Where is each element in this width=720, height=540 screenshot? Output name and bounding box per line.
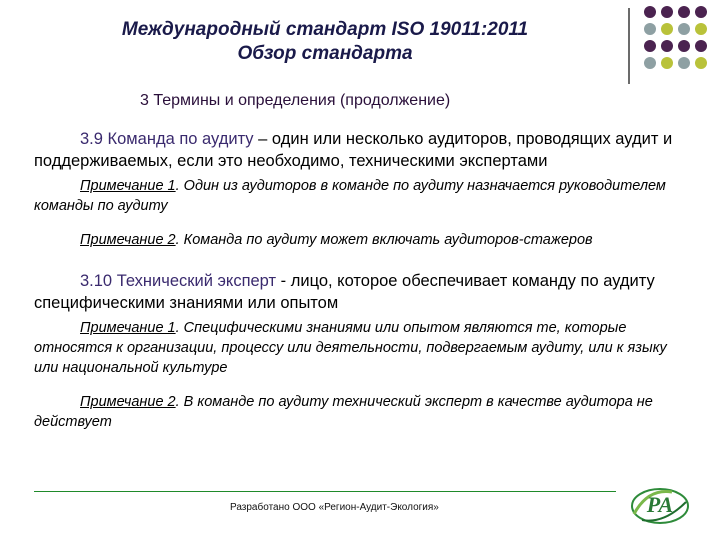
note-text: . Команда по аудиту может включать аудиторов-стажеров	[175, 232, 593, 248]
title-line-1: Международный стандарт ISO 19011:2011	[121, 19, 529, 40]
company-logo	[628, 480, 692, 528]
decorative-dot	[661, 6, 673, 18]
definition-3-10	[34, 270, 674, 314]
decorative-dot	[661, 23, 673, 35]
footer-divider	[34, 491, 616, 492]
decorative-dot	[695, 40, 707, 52]
decorative-dot	[678, 40, 690, 52]
note-text: . Один из аудиторов в команде по аудиту назначается руководителем команды по аудиту	[34, 178, 666, 214]
decorative-dot	[644, 57, 656, 69]
note-3-9-1	[34, 176, 674, 216]
note-label: Примечание 2	[80, 394, 176, 410]
term-3-9: 3.9 Команда по аудиту	[80, 130, 254, 148]
term-3-10: 3.10 Технический эксперт	[80, 272, 277, 290]
decorative-dot	[695, 23, 707, 35]
title-line-2: Обзор стандарта	[237, 43, 413, 64]
decorative-dot	[644, 40, 656, 52]
decorative-dot	[678, 57, 690, 69]
decorative-dot	[695, 57, 707, 69]
note-3-10-2	[34, 392, 674, 432]
note-label: Примечание 2	[80, 232, 176, 248]
note-label: Примечание 1	[80, 178, 176, 194]
decorative-dot	[661, 40, 673, 52]
slide-title	[60, 18, 590, 66]
decorative-dot	[661, 57, 673, 69]
definition-3-9-text: – один или несколько аудиторов, проводящих аудит и поддерживаемых, если это необходимо, техническими экспертами	[34, 130, 673, 170]
note-3-9-2	[34, 230, 674, 250]
decorative-dot	[644, 23, 656, 35]
decorative-dot	[678, 6, 690, 18]
note-text: . В команде по аудиту технический эксперт в качестве аудитора не действует	[34, 394, 653, 430]
decorative-dot	[644, 6, 656, 18]
divider-vertical	[628, 8, 630, 84]
note-label: Примечание 1	[80, 320, 176, 336]
definition-3-10-text: - лицо, которое обеспечивает команду по аудиту специфическими знаниями или опытом	[34, 272, 655, 312]
definition-3-9	[34, 128, 674, 172]
logo-text: PA	[646, 492, 674, 517]
decorative-dot-grid	[644, 6, 707, 69]
definitions-body	[34, 128, 674, 432]
footer-credit: Разработано ООО «Регион-Аудит-Экология»	[230, 502, 439, 513]
section-heading: 3 Термины и определения (продолжение)	[140, 92, 451, 109]
note-text: . Специфическими знаниями или опытом являются те, которые относятся к организации, процессу или деятельности, подвергаемым аудиту, или к языку или национальной культуре	[34, 320, 667, 376]
decorative-dot	[695, 6, 707, 18]
note-3-10-1	[34, 318, 674, 378]
decorative-dot	[678, 23, 690, 35]
